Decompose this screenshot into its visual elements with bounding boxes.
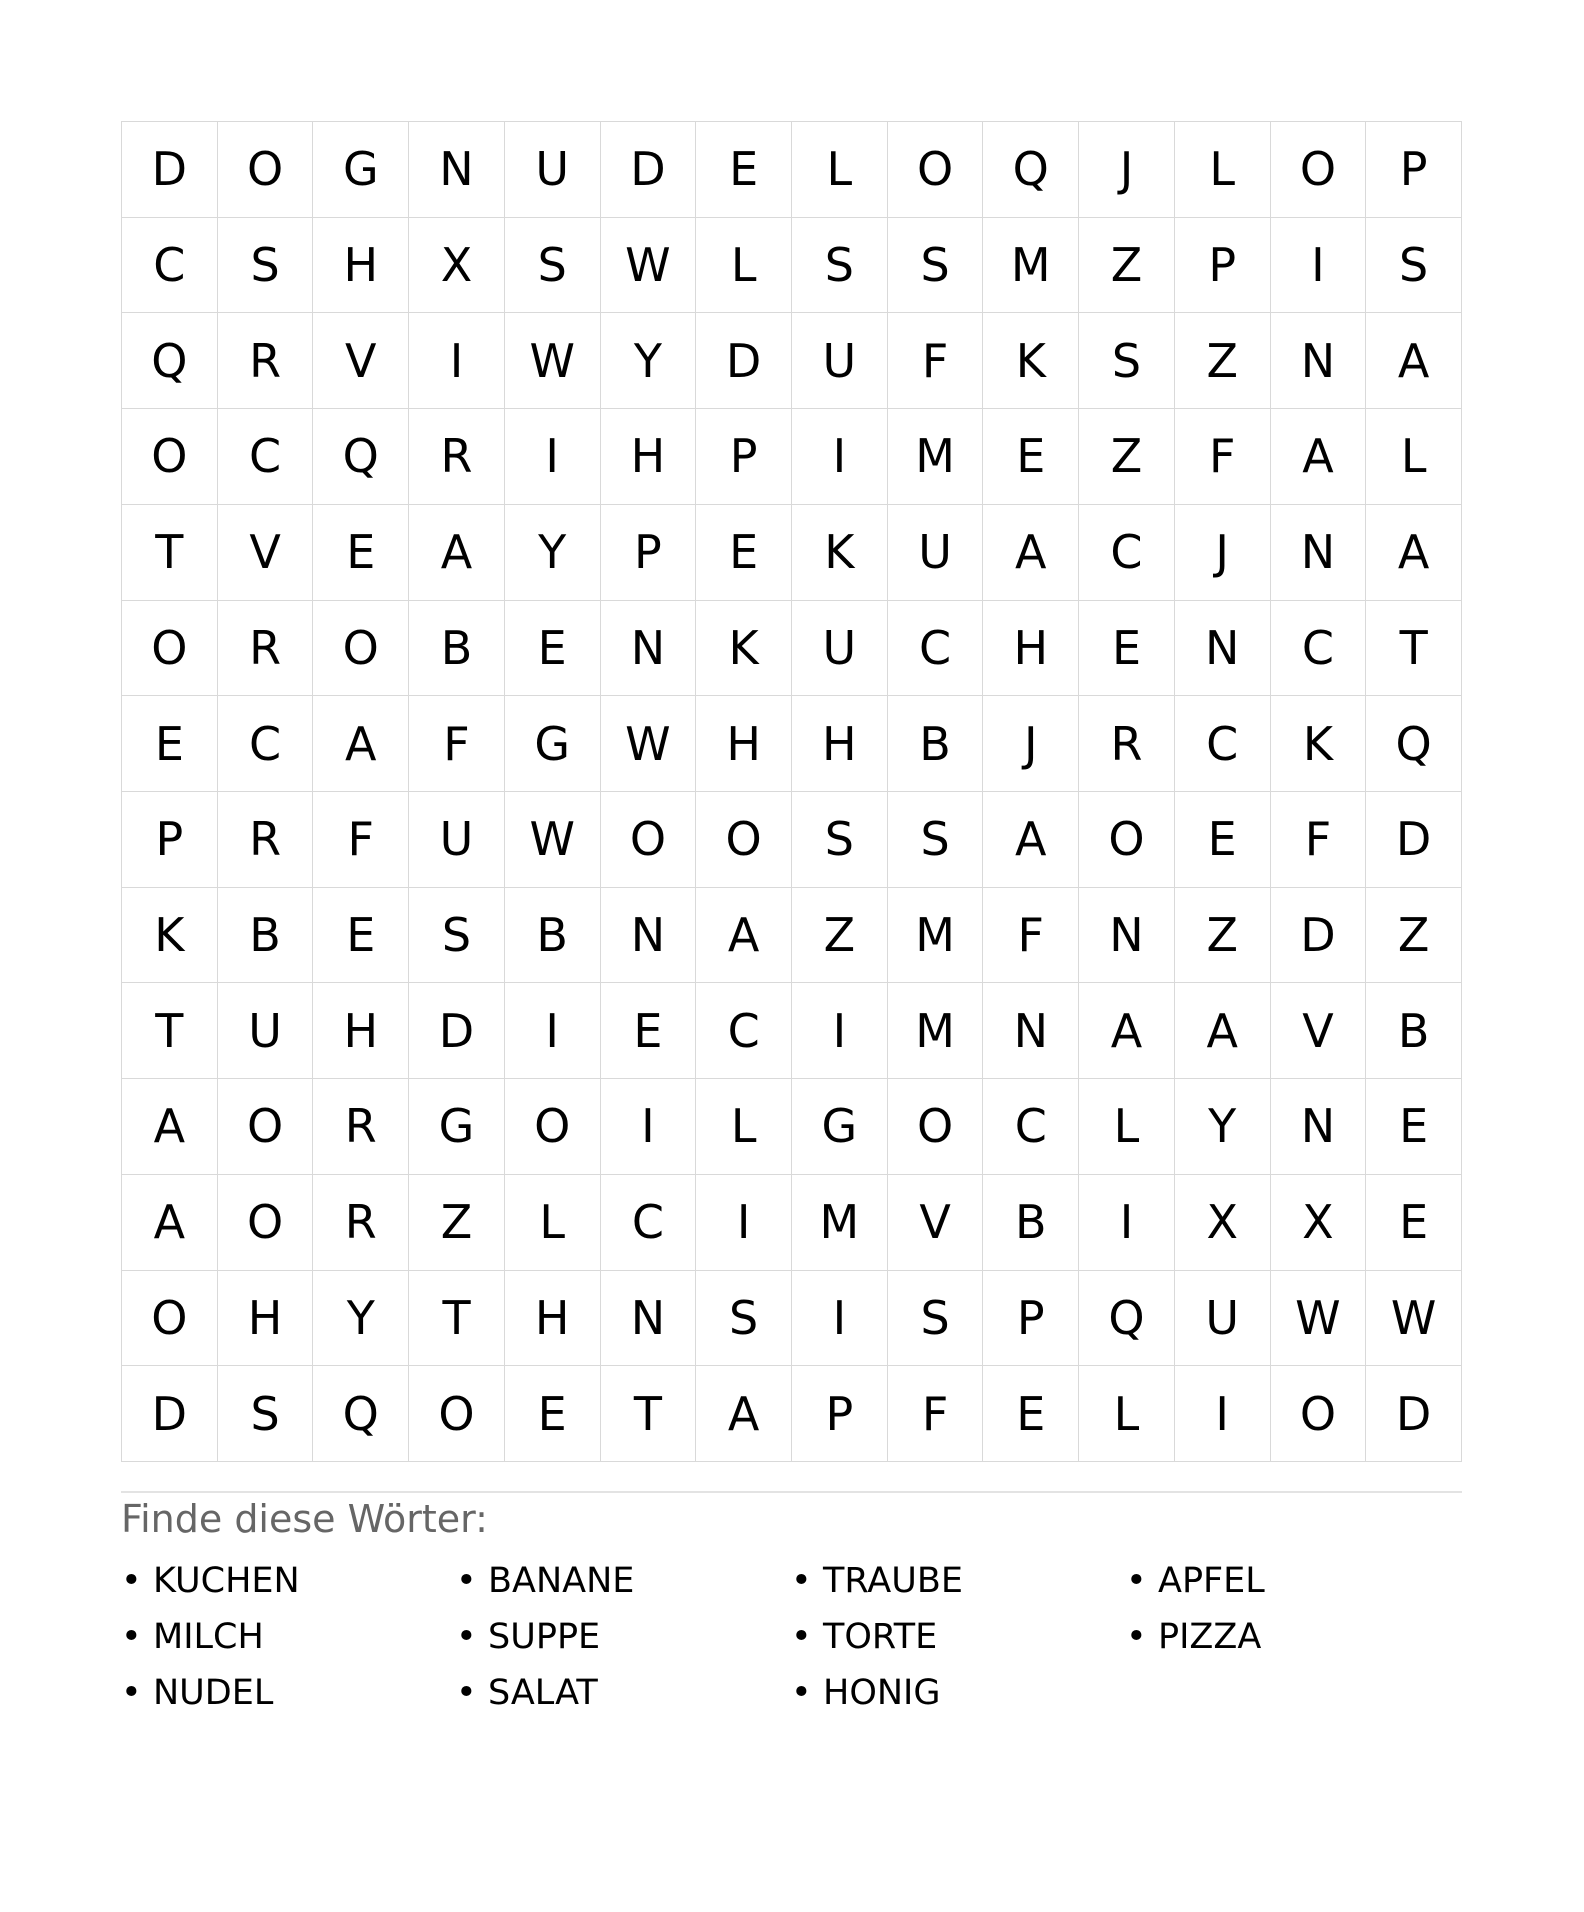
grid-cell[interactable]: C [888, 601, 984, 697]
grid-cell[interactable]: P [1366, 122, 1462, 218]
grid-cell[interactable]: Y [601, 313, 697, 409]
grid-cell[interactable]: P [1175, 218, 1271, 314]
grid-cell[interactable]: G [505, 696, 601, 792]
grid-cell[interactable]: I [601, 1079, 697, 1175]
grid-cell[interactable]: N [983, 983, 1079, 1079]
grid-cell[interactable]: Q [1366, 696, 1462, 792]
grid-cell[interactable]: J [1175, 505, 1271, 601]
grid-cell[interactable]: O [888, 122, 984, 218]
grid-cell[interactable]: O [218, 122, 314, 218]
grid-cell[interactable]: S [696, 1271, 792, 1367]
grid-cell[interactable]: U [409, 792, 505, 888]
grid-cell[interactable]: J [1079, 122, 1175, 218]
grid-cell[interactable]: B [409, 601, 505, 697]
grid-cell[interactable]: N [1271, 505, 1367, 601]
grid-cell[interactable]: O [313, 601, 409, 697]
grid-cell[interactable]: T [122, 983, 218, 1079]
word-list-item [456, 1609, 791, 1665]
grid-cell[interactable]: L [696, 218, 792, 314]
grid-cell[interactable]: C [218, 409, 314, 505]
grid-cell[interactable]: H [792, 696, 888, 792]
word-list-item [121, 1665, 456, 1721]
grid-cell[interactable]: Y [313, 1271, 409, 1367]
grid-cell[interactable]: E [601, 983, 697, 1079]
word-list [121, 1553, 1462, 1721]
grid-cell[interactable]: E [983, 409, 1079, 505]
grid-cell[interactable]: Z [409, 1175, 505, 1271]
word-list-item [791, 1609, 1126, 1665]
grid-cell[interactable]: E [505, 601, 601, 697]
grid-cell[interactable]: H [696, 696, 792, 792]
grid-cell[interactable]: Z [1175, 313, 1271, 409]
grid-cell[interactable]: A [696, 1366, 792, 1462]
grid-cell[interactable]: O [888, 1079, 984, 1175]
grid-cell[interactable]: H [601, 409, 697, 505]
grid-cell[interactable]: U [792, 601, 888, 697]
grid-cell[interactable]: D [1271, 888, 1367, 984]
grid-cell[interactable]: D [601, 122, 697, 218]
grid-cell[interactable]: A [983, 505, 1079, 601]
grid-cell[interactable]: H [218, 1271, 314, 1367]
grid-cell[interactable]: A [313, 696, 409, 792]
grid-cell[interactable]: E [505, 1366, 601, 1462]
bullet: • [1126, 1561, 1147, 1601]
grid-cell[interactable]: O [1079, 792, 1175, 888]
grid-cell[interactable]: S [888, 1271, 984, 1367]
grid-cell[interactable]: I [1079, 1175, 1175, 1271]
grid-cell[interactable]: E [1079, 601, 1175, 697]
grid-cell[interactable]: T [409, 1271, 505, 1367]
grid-cell[interactable]: K [792, 505, 888, 601]
grid-cell[interactable]: A [1366, 505, 1462, 601]
word-list-item [456, 1665, 791, 1721]
grid-cell[interactable]: F [1271, 792, 1367, 888]
bullet: • [791, 1673, 812, 1713]
bullet: • [456, 1673, 477, 1713]
grid-cell[interactable]: V [218, 505, 314, 601]
bullet: • [456, 1617, 477, 1657]
grid-cell[interactable]: I [1271, 218, 1367, 314]
grid-cell[interactable]: H [313, 218, 409, 314]
grid-cell[interactable]: S [505, 218, 601, 314]
grid-cell[interactable]: I [792, 983, 888, 1079]
grid-cell[interactable]: S [409, 888, 505, 984]
grid-cell[interactable]: B [505, 888, 601, 984]
grid-cell[interactable]: A [122, 1079, 218, 1175]
word-label: MILCH [153, 1617, 264, 1657]
grid-cell[interactable]: S [1079, 313, 1175, 409]
grid-cell[interactable]: X [1175, 1175, 1271, 1271]
grid-cell[interactable]: A [409, 505, 505, 601]
grid-cell[interactable]: E [696, 122, 792, 218]
bullet: • [791, 1561, 812, 1601]
grid-cell[interactable]: P [696, 409, 792, 505]
word-label: TRAUBE [823, 1561, 963, 1601]
grid-cell[interactable]: M [983, 218, 1079, 314]
grid-cell[interactable]: S [888, 792, 984, 888]
grid-cell[interactable]: O [122, 601, 218, 697]
grid-cell[interactable]: A [696, 888, 792, 984]
grid-cell[interactable]: B [983, 1175, 1079, 1271]
grid-cell[interactable]: E [983, 1366, 1079, 1462]
grid-cell[interactable]: P [601, 505, 697, 601]
grid-cell[interactable]: L [505, 1175, 601, 1271]
grid-cell[interactable]: F [983, 888, 1079, 984]
grid-cell[interactable]: X [1271, 1175, 1367, 1271]
grid-cell[interactable]: Q [313, 1366, 409, 1462]
word-list-item [1126, 1609, 1462, 1665]
grid-cell[interactable]: S [792, 218, 888, 314]
grid-cell[interactable]: D [1366, 792, 1462, 888]
grid-cell[interactable]: U [792, 313, 888, 409]
grid-cell[interactable]: C [696, 983, 792, 1079]
grid-cell[interactable]: R [218, 601, 314, 697]
grid-cell[interactable]: A [122, 1175, 218, 1271]
grid-cell[interactable]: R [218, 313, 314, 409]
grid-cell[interactable]: G [313, 122, 409, 218]
grid-cell[interactable]: E [313, 888, 409, 984]
grid-cell[interactable]: B [888, 696, 984, 792]
grid-cell[interactable]: T [122, 505, 218, 601]
word-label: APFEL [1158, 1561, 1265, 1601]
grid-cell[interactable]: W [1271, 1271, 1367, 1367]
grid-cell[interactable]: A [1366, 313, 1462, 409]
grid-cell[interactable]: A [983, 792, 1079, 888]
grid-cell[interactable]: R [313, 1079, 409, 1175]
grid-cell[interactable]: I [409, 313, 505, 409]
grid-cell[interactable]: E [313, 505, 409, 601]
grid-cell[interactable]: U [218, 983, 314, 1079]
grid-cell[interactable]: I [696, 1175, 792, 1271]
grid-cell[interactable]: J [983, 696, 1079, 792]
grid-cell[interactable]: Q [1079, 1271, 1175, 1367]
word-label: HONIG [823, 1673, 941, 1713]
grid-cell[interactable]: C [218, 696, 314, 792]
grid-cell[interactable]: L [1079, 1366, 1175, 1462]
grid-cell[interactable]: Z [1366, 888, 1462, 984]
grid-cell[interactable]: T [601, 1366, 697, 1462]
grid-cell[interactable]: N [1079, 888, 1175, 984]
grid-cell[interactable]: S [792, 792, 888, 888]
grid-cell[interactable]: H [313, 983, 409, 1079]
grid-cell[interactable]: Q [122, 313, 218, 409]
grid-cell[interactable]: K [1271, 696, 1367, 792]
divider [121, 1491, 1462, 1493]
grid-cell[interactable]: N [1271, 313, 1367, 409]
grid-cell[interactable]: C [1271, 601, 1367, 697]
grid-cell[interactable]: U [1175, 1271, 1271, 1367]
grid-cell[interactable]: U [888, 505, 984, 601]
grid-cell[interactable]: I [1175, 1366, 1271, 1462]
grid-cell[interactable]: W [505, 313, 601, 409]
grid-cell[interactable]: R [1079, 696, 1175, 792]
grid-cell[interactable]: N [1175, 601, 1271, 697]
grid-cell[interactable]: F [888, 1366, 984, 1462]
grid-cell[interactable]: O [1271, 122, 1367, 218]
word-label: NUDEL [153, 1673, 274, 1713]
grid-cell[interactable]: L [792, 122, 888, 218]
word-list-item [456, 1553, 791, 1609]
grid-cell[interactable]: V [888, 1175, 984, 1271]
grid-cell[interactable]: S [1366, 218, 1462, 314]
grid-cell[interactable]: M [792, 1175, 888, 1271]
grid-cell[interactable]: E [122, 696, 218, 792]
grid-cell[interactable]: W [601, 218, 697, 314]
grid-cell[interactable]: A [1079, 983, 1175, 1079]
grid-cell[interactable]: Q [313, 409, 409, 505]
letter-grid [121, 121, 1462, 1462]
grid-cell[interactable]: P [983, 1271, 1079, 1367]
grid-cell[interactable]: C [1079, 505, 1175, 601]
grid-cell[interactable]: X [409, 218, 505, 314]
grid-cell[interactable]: L [1079, 1079, 1175, 1175]
word-label: BANANE [488, 1561, 635, 1601]
grid-cell[interactable]: E [1366, 1079, 1462, 1175]
grid-cell[interactable]: Y [505, 505, 601, 601]
grid-cell[interactable]: K [696, 601, 792, 697]
grid-cell[interactable]: A [1175, 983, 1271, 1079]
grid-cell[interactable]: G [409, 1079, 505, 1175]
grid-cell[interactable]: D [122, 122, 218, 218]
instruction-text: Finde diese Wörter: [121, 1497, 488, 1541]
grid-cell[interactable]: I [505, 983, 601, 1079]
bullet: • [456, 1561, 477, 1601]
grid-cell[interactable]: I [792, 409, 888, 505]
grid-cell[interactable]: E [1175, 792, 1271, 888]
grid-cell[interactable]: W [505, 792, 601, 888]
grid-cell[interactable]: O [122, 409, 218, 505]
grid-cell[interactable]: R [313, 1175, 409, 1271]
grid-cell[interactable]: V [313, 313, 409, 409]
grid-cell[interactable]: W [1366, 1271, 1462, 1367]
grid-cell[interactable]: Z [792, 888, 888, 984]
word-list-item [791, 1553, 1126, 1609]
grid-cell[interactable]: L [1175, 122, 1271, 218]
grid-cell[interactable]: F [313, 792, 409, 888]
grid-cell[interactable]: T [1366, 601, 1462, 697]
grid-cell[interactable]: Q [983, 122, 1079, 218]
grid-cell[interactable]: O [409, 1366, 505, 1462]
grid-cell[interactable]: Z [1079, 218, 1175, 314]
grid-cell[interactable]: M [888, 888, 984, 984]
grid-cell[interactable]: Z [1175, 888, 1271, 984]
grid-cell[interactable]: U [505, 122, 601, 218]
grid-cell[interactable]: D [409, 983, 505, 1079]
grid-cell[interactable]: N [409, 122, 505, 218]
grid-cell[interactable]: C [983, 1079, 1079, 1175]
grid-cell[interactable]: S [888, 218, 984, 314]
grid-cell[interactable]: P [122, 792, 218, 888]
grid-cell[interactable]: F [888, 313, 984, 409]
bullet: • [121, 1561, 142, 1601]
grid-cell[interactable]: I [792, 1271, 888, 1367]
grid-cell[interactable]: B [1366, 983, 1462, 1079]
grid-cell[interactable]: N [601, 888, 697, 984]
word-label: KUCHEN [153, 1561, 300, 1601]
word-list-item [1126, 1553, 1462, 1609]
grid-cell[interactable]: N [1271, 1079, 1367, 1175]
grid-cell[interactable]: L [696, 1079, 792, 1175]
grid-cell[interactable]: S [218, 218, 314, 314]
bullet: • [1126, 1617, 1147, 1657]
grid-cell[interactable]: G [792, 1079, 888, 1175]
word-list-item [121, 1609, 456, 1665]
grid-cell[interactable]: N [601, 601, 697, 697]
bullet: • [791, 1617, 812, 1657]
word-label: TORTE [823, 1617, 938, 1657]
word-label: PIZZA [1158, 1617, 1262, 1657]
grid-cell[interactable]: O [122, 1271, 218, 1367]
grid-cell[interactable]: E [1366, 1175, 1462, 1271]
grid-cell[interactable]: C [601, 1175, 697, 1271]
grid-cell[interactable]: Z [1079, 409, 1175, 505]
grid-cell[interactable]: H [983, 601, 1079, 697]
word-list-item [791, 1665, 1126, 1721]
grid-cell[interactable]: D [122, 1366, 218, 1462]
word-label: SUPPE [488, 1617, 601, 1657]
word-label: SALAT [488, 1673, 598, 1713]
grid-cell[interactable]: R [409, 409, 505, 505]
grid-cell[interactable]: E [696, 505, 792, 601]
grid-cell[interactable]: D [696, 313, 792, 409]
grid-cell[interactable]: O [218, 1175, 314, 1271]
bullet: • [121, 1673, 142, 1713]
grid-cell[interactable]: M [888, 983, 984, 1079]
grid-cell[interactable]: O [1271, 1366, 1367, 1462]
grid-cell[interactable]: C [1175, 696, 1271, 792]
grid-cell[interactable]: F [409, 696, 505, 792]
grid-cell[interactable]: N [601, 1271, 697, 1367]
grid-cell[interactable]: L [1366, 409, 1462, 505]
grid-cell[interactable]: Y [1175, 1079, 1271, 1175]
grid-cell[interactable]: P [792, 1366, 888, 1462]
grid-cell[interactable]: C [122, 218, 218, 314]
grid-cell[interactable]: I [505, 409, 601, 505]
word-list-item [121, 1553, 456, 1609]
grid-cell[interactable]: V [1271, 983, 1367, 1079]
grid-cell[interactable]: K [983, 313, 1079, 409]
grid-cell[interactable]: A [1271, 409, 1367, 505]
grid-cell[interactable]: W [601, 696, 697, 792]
grid-cell[interactable]: B [218, 888, 314, 984]
grid-cell[interactable]: R [218, 792, 314, 888]
grid-cell[interactable]: K [122, 888, 218, 984]
grid-cell[interactable]: O [505, 1079, 601, 1175]
grid-cell[interactable]: D [1366, 1366, 1462, 1462]
grid-cell[interactable]: F [1175, 409, 1271, 505]
grid-cell[interactable]: O [696, 792, 792, 888]
grid-cell[interactable]: O [218, 1079, 314, 1175]
grid-cell[interactable]: M [888, 409, 984, 505]
grid-cell[interactable]: O [601, 792, 697, 888]
grid-cell[interactable]: S [218, 1366, 314, 1462]
bullet: • [121, 1617, 142, 1657]
grid-cell[interactable]: H [505, 1271, 601, 1367]
